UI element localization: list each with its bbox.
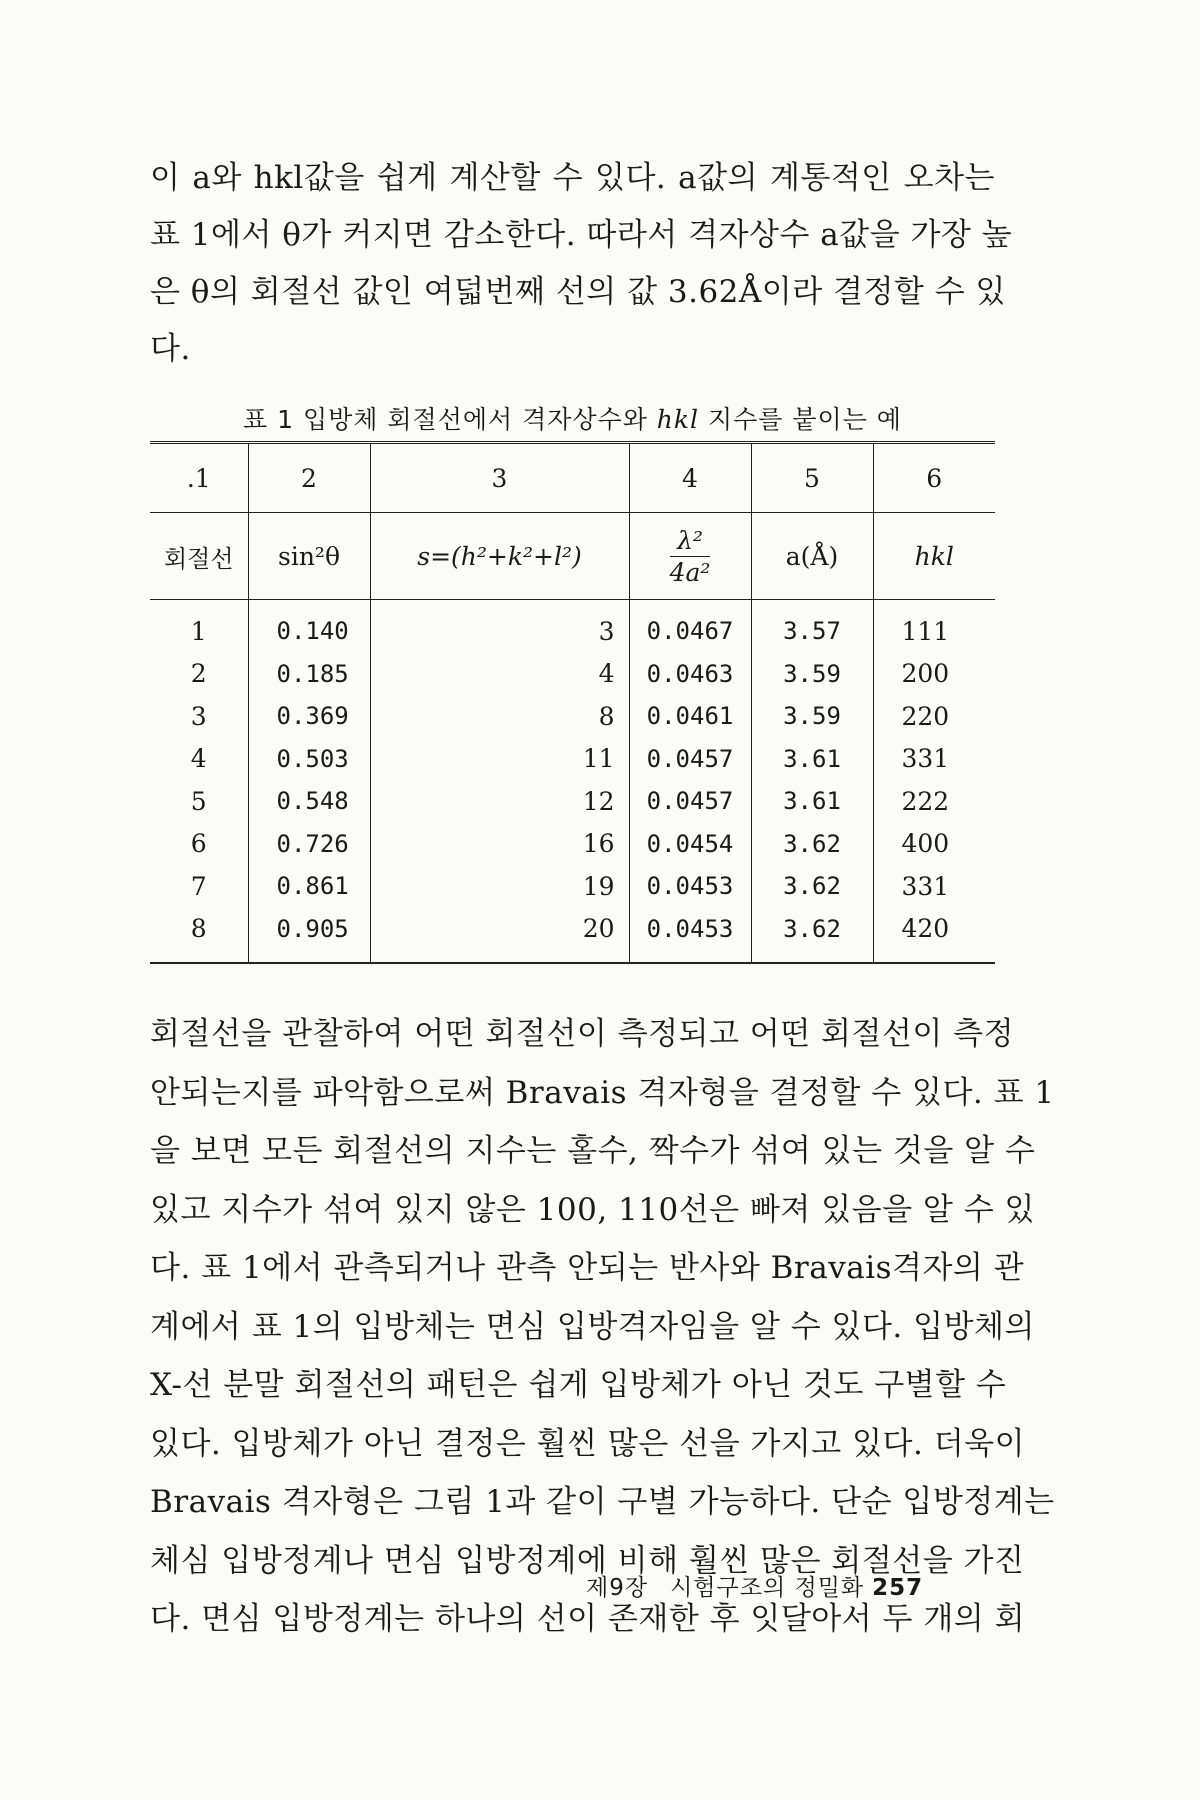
cell-line: 1 bbox=[190, 616, 207, 646]
caption-prefix: 표 1 입방체 회절선에서 격자상수와 bbox=[243, 405, 648, 434]
cell-ratio: 0.0461 bbox=[629, 695, 751, 738]
cell-s: 20 bbox=[370, 908, 629, 951]
cell-s: 12 bbox=[370, 780, 629, 823]
footer-chapter: 제9장 bbox=[586, 1575, 649, 1601]
text-line: 회절선을 관찰하여 어떤 회절선이 측정되고 어떤 회절선이 측정 bbox=[150, 1016, 1015, 1052]
page-number: 257 bbox=[872, 1575, 924, 1601]
cell-sin2theta: 0.726 bbox=[248, 823, 370, 866]
cell-line: 3 bbox=[190, 701, 207, 731]
cell-a: 3.62 bbox=[751, 908, 873, 951]
footer-title: 시험구조의 정밀화 bbox=[670, 1575, 865, 1601]
cell-line: 2 bbox=[190, 659, 207, 689]
text-line: 다. 표 1에서 관측되거나 관측 안되는 반사와 Bravais격자의 관 bbox=[150, 1250, 1025, 1286]
column-number: .1 bbox=[150, 443, 248, 513]
cell-line: 8 bbox=[190, 914, 207, 944]
cell-line: 6 bbox=[190, 829, 207, 859]
column-number: 2 bbox=[248, 443, 370, 513]
cell-s: 16 bbox=[370, 823, 629, 866]
cell-sin2theta: 0.548 bbox=[248, 780, 370, 823]
paragraph-bravais bbox=[150, 1005, 1055, 1649]
cell-line: 4 bbox=[190, 744, 207, 774]
caption-italic: hkl bbox=[656, 405, 700, 434]
text-line: 체심 입방정계나 면심 입방정계에 비해 훨씬 많은 회절선을 가진 bbox=[150, 1542, 1025, 1579]
header-hkl: hkl bbox=[873, 513, 995, 600]
cell-hkl: 111 bbox=[873, 610, 995, 653]
header-a: a(Å) bbox=[751, 513, 873, 600]
text-line: Bravais 격자형은 그림 1과 같이 구별 가능하다. 단순 입방정계는 bbox=[150, 1484, 1055, 1520]
column-number: 5 bbox=[751, 443, 873, 513]
text-line: 다. 면심 입방정계는 하나의 선이 존재한 후 잇달아서 두 개의 회 bbox=[150, 1601, 1026, 1637]
ratio-fraction bbox=[670, 526, 711, 587]
column-number: 6 bbox=[873, 443, 995, 513]
table-body bbox=[150, 600, 995, 964]
column-number-row bbox=[150, 443, 995, 513]
cell-line: 5 bbox=[190, 786, 207, 816]
text-line: X-선 분말 회절선의 패턴은 쉽게 입방체가 아닌 것도 구별할 수 bbox=[150, 1367, 1007, 1403]
cell-hkl: 331 bbox=[873, 865, 995, 908]
cell-ratio: 0.0467 bbox=[629, 610, 751, 653]
cell-ratio: 0.0457 bbox=[629, 738, 751, 781]
row-spacer bbox=[150, 950, 995, 963]
paragraph-intro bbox=[150, 150, 1013, 378]
header-s: s=(h²+k²+l²) bbox=[370, 513, 629, 600]
page-footer bbox=[586, 1569, 923, 1602]
cell-sin2theta: 0.185 bbox=[248, 653, 370, 696]
cell-hkl: 331 bbox=[873, 738, 995, 781]
cell-sin2theta: 0.905 bbox=[248, 908, 370, 951]
cell-s: 3 bbox=[370, 610, 629, 653]
cell-s: 19 bbox=[370, 865, 629, 908]
cell-a: 3.59 bbox=[751, 653, 873, 696]
cell-sin2theta: 0.861 bbox=[248, 865, 370, 908]
cell-hkl: 420 bbox=[873, 908, 995, 951]
cell-hkl: 222 bbox=[873, 780, 995, 823]
text-line: 을 보면 모든 회절선의 지수는 홀수, 짝수가 섞여 있는 것을 알 수 bbox=[150, 1133, 1036, 1169]
ratio-numerator: λ² bbox=[670, 526, 711, 557]
header-line: 회절선 bbox=[150, 513, 248, 600]
cell-ratio: 0.0454 bbox=[629, 823, 751, 866]
column-header-row bbox=[150, 513, 995, 600]
cell-sin2theta: 0.503 bbox=[248, 738, 370, 781]
cell-a: 3.62 bbox=[751, 865, 873, 908]
header-ratio bbox=[629, 513, 751, 600]
table-row bbox=[150, 780, 995, 823]
column-number: 4 bbox=[629, 443, 751, 513]
row-spacer bbox=[150, 600, 995, 611]
cell-a: 3.61 bbox=[751, 780, 873, 823]
table-row bbox=[150, 695, 995, 738]
cell-sin2theta: 0.369 bbox=[248, 695, 370, 738]
cell-a: 3.62 bbox=[751, 823, 873, 866]
table-row bbox=[150, 738, 995, 781]
text-line: 표 1에서 θ가 커지면 감소한다. 따라서 격자상수 a값을 가장 높 bbox=[150, 217, 1013, 253]
table-row bbox=[150, 653, 995, 696]
cell-a: 3.57 bbox=[751, 610, 873, 653]
table-row bbox=[150, 823, 995, 866]
ratio-denominator: 4a² bbox=[669, 557, 711, 587]
cell-line: 7 bbox=[190, 871, 207, 901]
text-line: 은 θ의 회절선 값인 여덟번째 선의 값 3.62Å이라 결정할 수 있 bbox=[150, 274, 1006, 310]
text-line: 다. bbox=[150, 331, 191, 367]
cell-s: 11 bbox=[370, 738, 629, 781]
text-line: 안되는지를 파악함으로써 Bravais 격자형을 결정할 수 있다. 표 1 bbox=[150, 1074, 1055, 1111]
cell-sin2theta: 0.140 bbox=[248, 610, 370, 653]
table-caption bbox=[150, 400, 995, 436]
text-line: 있다. 입방체가 아닌 결정은 훨씬 많은 선을 가지고 있다. 더욱이 bbox=[150, 1425, 1026, 1462]
header-sin2theta: sin²θ bbox=[248, 513, 370, 600]
text-line: 이 a와 hkl값을 쉽게 계산할 수 있다. a값의 계통적인 오차는 bbox=[150, 160, 995, 196]
column-number: 3 bbox=[370, 443, 629, 513]
cell-ratio: 0.0463 bbox=[629, 653, 751, 696]
cell-a: 3.61 bbox=[751, 738, 873, 781]
table-row bbox=[150, 610, 995, 653]
cell-ratio: 0.0453 bbox=[629, 908, 751, 951]
text-line: 계에서 표 1의 입방체는 면심 입방격자임을 알 수 있다. 입방체의 bbox=[150, 1308, 1035, 1345]
caption-suffix: 지수를 붙이는 예 bbox=[708, 405, 902, 434]
cell-hkl: 220 bbox=[873, 695, 995, 738]
cell-hkl: 400 bbox=[873, 823, 995, 866]
cell-s: 8 bbox=[370, 695, 629, 738]
cell-s: 4 bbox=[370, 653, 629, 696]
cell-hkl: 200 bbox=[873, 653, 995, 696]
diffraction-table bbox=[150, 441, 995, 964]
cell-a: 3.59 bbox=[751, 695, 873, 738]
text-line: 있고 지수가 섞여 있지 않은 100, 110선은 빠져 있음을 알 수 있 bbox=[150, 1191, 1035, 1228]
cell-ratio: 0.0457 bbox=[629, 780, 751, 823]
table-row bbox=[150, 908, 995, 951]
cell-ratio: 0.0453 bbox=[629, 865, 751, 908]
table-row bbox=[150, 865, 995, 908]
